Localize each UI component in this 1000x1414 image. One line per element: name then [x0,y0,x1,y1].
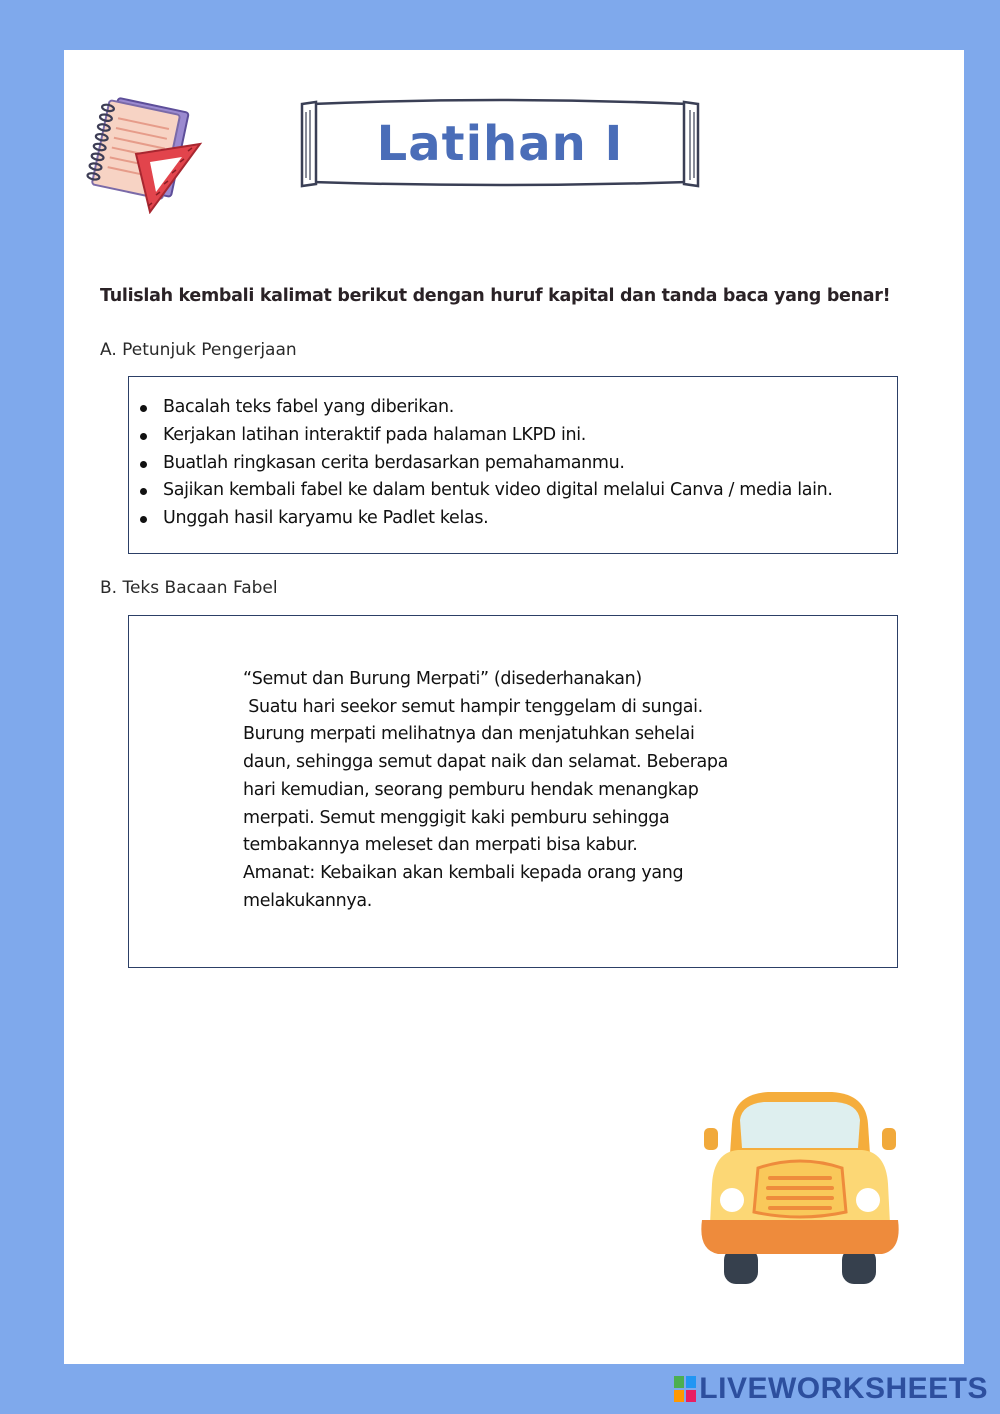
fable-text-box [128,615,898,968]
instructions-box [128,376,898,554]
watermark-text: LIVEWORKSHEETS [699,1372,988,1405]
instruction-text: Tulislah kembali kalimat berikut dengan huruf kapital dan tanda baca yang benar! [100,286,891,306]
fable-line: merpati. Semut menggigit kaki pemburu sehingga [243,807,670,828]
school-bus-icon [698,1088,902,1288]
liveworksheets-logo-icon [674,1376,696,1402]
instructions-list [129,377,897,533]
section-a-label: A. Petunjuk Pengerjaan [100,340,297,360]
fable-title: “Semut dan Burung Merpati” (disederhanakan) [243,669,642,689]
list-item: Buatlah ringkasan cerita berdasarkan pemahamanmu. [163,450,897,478]
notebook-with-ruler-icon [78,94,208,214]
worksheet-page [64,50,964,1364]
list-item: Sajikan kembali fabel ke dalam bentuk video digital melalui Canva / media lain. [163,477,897,505]
fable-line: hari kemudian, seorang pemburu hendak menangkap [243,779,699,800]
liveworksheets-watermark [674,1372,988,1406]
fable-line: Suatu hari seekor semut hampir tenggelam di sungai. [243,696,703,717]
list-item: Kerjakan latihan interaktif pada halaman LKPD ini. [163,422,897,450]
fable-line: daun, sehingga semut dapat naik dan selamat. Beberapa [243,752,729,773]
fable-line: Burung merpati melihatnya dan menjatuhkan sehelai [243,724,695,745]
fable-text [243,666,803,915]
title-banner [300,98,700,194]
list-item: Unggah hasil karyamu ke Padlet kelas. [163,505,897,533]
list-item: Bacalah teks fabel yang diberikan. [163,394,897,422]
fable-moral: Amanat: Kebaikan akan kembali kepada orang yang [243,862,684,883]
fable-line: melakukannya. [243,890,372,911]
section-b-label: B. Teks Bacaan Fabel [100,578,278,598]
page-title: Latihan I [376,116,624,172]
fable-line: tembakannya meleset dan merpati bisa kabur. [243,835,638,856]
